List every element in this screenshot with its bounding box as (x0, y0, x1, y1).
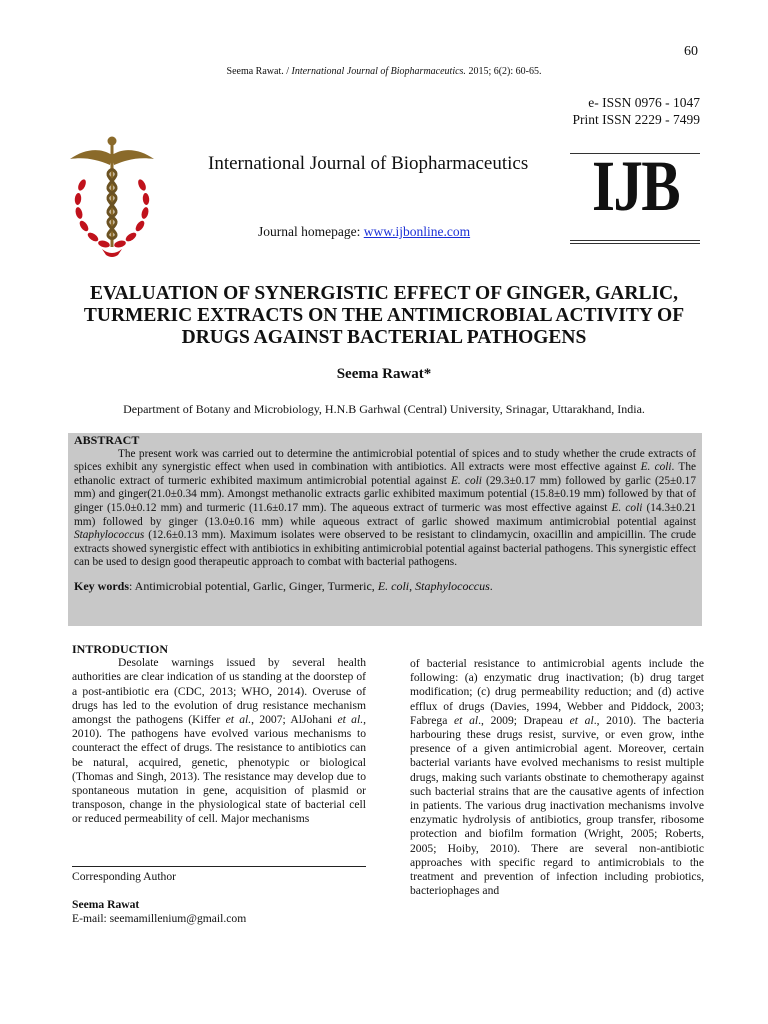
footnote-divider (72, 866, 366, 867)
citation-journal: International Journal of Biopharmaceutics. (291, 66, 466, 77)
introduction-heading: INTRODUCTION (72, 642, 169, 656)
keywords-end: . (489, 578, 493, 593)
abstract-segment: . The ethanolic extract of turmeric exhibited maximum antimicrobial potential against (74, 461, 696, 487)
abstract-italic: Staphylococcus (74, 529, 145, 542)
body-text: , 2010). The pathogens have evolved various mechanisms to counteract the effect of drugs. The resistance to antibiotics can be natural, acquired, genetic, phenotypic or biological (Thomas and Singh, 2013). The resistance may develop due to spontaneous mutation in gene, acquisition of plasmid or transposon, change in the physiological state of bacterial cell or reduced permeability of cell. Major mechanisms (72, 713, 367, 826)
abstract-segment: (12.6±0.13 mm). Maximum isolates were observed to be resistant to clindamycin, oxacillin and ampicillin. The crude extracts showed synergistic effect with antibiotics in exhibiting antimicrobial potential against bacterial pathogens. This synergistic effect can be used to design good therapeutic approach to combat with bacterial pathogens. (74, 529, 696, 569)
keywords-text: : Antimicrobial potential, Garlic, Ginger, Turmeric, (129, 578, 378, 593)
corresponding-author-name: Seema Rawat (72, 898, 140, 911)
abstract-segment: The present work was carried out to determine the antimicrobial potential of spices and to study whether the crude extracts of spices exhibit any synergistic effect when used in combination with antibiotics. All extracts were most effective against (74, 447, 696, 474)
citation-author: Seema Rawat. / (226, 66, 292, 77)
abstract-heading: ABSTRACT (74, 433, 140, 447)
abstract-segment: (29.3±0.17 mm) followed by garlic (25±0.17 mm) and ginger(21.0±0.34 mm). Amongst methanolic extracts garlic exhibited maximum potential (15.8±0.19 mm) followed by that of ginger (15.0±0.12 mm) and turmeric (11.6±0.17 mm). The aqueous extract of turmeric was most effective against (74, 474, 696, 514)
title-line: TURMERIC EXTRACTS ON THE ANTIMICROBIAL ACTIVITY OF (83, 305, 685, 326)
corresponding-author-email: E-mail: seemamillenium@gmail.com (72, 912, 247, 925)
keywords (74, 580, 696, 594)
e-issn: e- ISSN 0976 - 1047 (588, 95, 700, 110)
corresponding-author-label: Corresponding Author (72, 870, 177, 883)
abstract-box (68, 433, 702, 626)
body-italic: et al. (225, 713, 252, 727)
body-column-left (72, 642, 366, 827)
body-column-right (410, 657, 704, 898)
affiliation: Department of Botany and Microbiology, H.N.B Garhwal (Central) University, Srinagar, Uttarakhand, India. (123, 402, 645, 416)
body-text: of bacterial resistance to antimicrobial agents include the following: (a) enzymatic drug inactivation; (b) drug target modification; (c) drug permeability reduction; and (d) active efflux of drugs (Davies, 1994, Webber and Piddock, 2003; Fabrega (410, 657, 704, 727)
author-name: Seema Rawat* (336, 366, 432, 382)
abstract-italic: E. coli (611, 501, 643, 514)
abstract-italic: E. coli (451, 474, 482, 487)
logo-rule-bottom (570, 240, 700, 241)
body-italic: et al. (337, 713, 364, 727)
keywords-sep: , (409, 578, 416, 593)
homepage-label: Journal homepage: (258, 224, 364, 239)
abstract-segment: (14.3±0.21 mm) followed by ginger (13.0±0.16 mm) while aqueous extract of garlic showed maximum antimicrobial potential against (74, 501, 697, 528)
article-title (0, 283, 768, 349)
body-text: Desolate warnings issued by several health authorities are clear indication of us standing at the doorstep of a post-antibiotic era (CDC, 2013; WHO, 2014). Overuse of drugs has led to the evolution of drug resistance mechanism amongst the pathogens (Kiffer (72, 656, 366, 727)
abstract-italic: E. coli (640, 461, 672, 474)
homepage-link[interactable]: www.ijbonline.com (363, 224, 471, 239)
print-issn: Print ISSN 2229 - 7499 (572, 112, 700, 127)
body-text: ., 2010). The bacteria harbouring these drugs resist, survive, or even grow, inthe presence of a given antimicrobial agent. Moreover, certain bacterial variants have evolved mechanisms to resist multiple drugs, making such variants obstinate to chemotherapy against such bacterial strains that are the causative agents of infection in patients. The various drug inactivation mechanisms involve enzymatic hydrolysis of antibiotics, group transfer, ribosome protection and biofilm formation (Wright, 2005; Roberts, 2005; Hoiby, 2010). There are several non-antibiotic approaches with specific regard to antimicrobials to the treatment and prevention of infection including probiotics, bacteriophages and (410, 713, 704, 898)
logo-rule-bottom-2 (570, 243, 700, 244)
citation-details: 2015; 6(2): 60-65. (465, 66, 542, 77)
ijb-logo: IJB (592, 146, 679, 226)
journal-name: International Journal of Biopharmaceutics (208, 153, 529, 174)
issn-block (572, 94, 700, 128)
body-italic: et al (569, 713, 594, 727)
abstract-text (74, 448, 696, 570)
body-italic: et al (454, 713, 479, 727)
keyword-italic: Staphylococcus (415, 578, 490, 593)
title-line: DRUGS AGAINST BACTERIAL PATHOGENS (181, 327, 587, 348)
keyword-italic: E. coli (377, 578, 410, 593)
page-number: 60 (684, 44, 698, 59)
citation-line (0, 66, 768, 77)
body-text: ., 2009; Drapeau (478, 713, 570, 727)
journal-homepage (258, 224, 470, 240)
keywords-label: Key words (74, 578, 129, 593)
title-line: EVALUATION OF SYNERGISTIC EFFECT OF GINGER, GARLIC, (90, 283, 678, 304)
caduceus-wreath-icon (62, 125, 162, 265)
body-text: , 2007; AlJohani (251, 713, 338, 727)
